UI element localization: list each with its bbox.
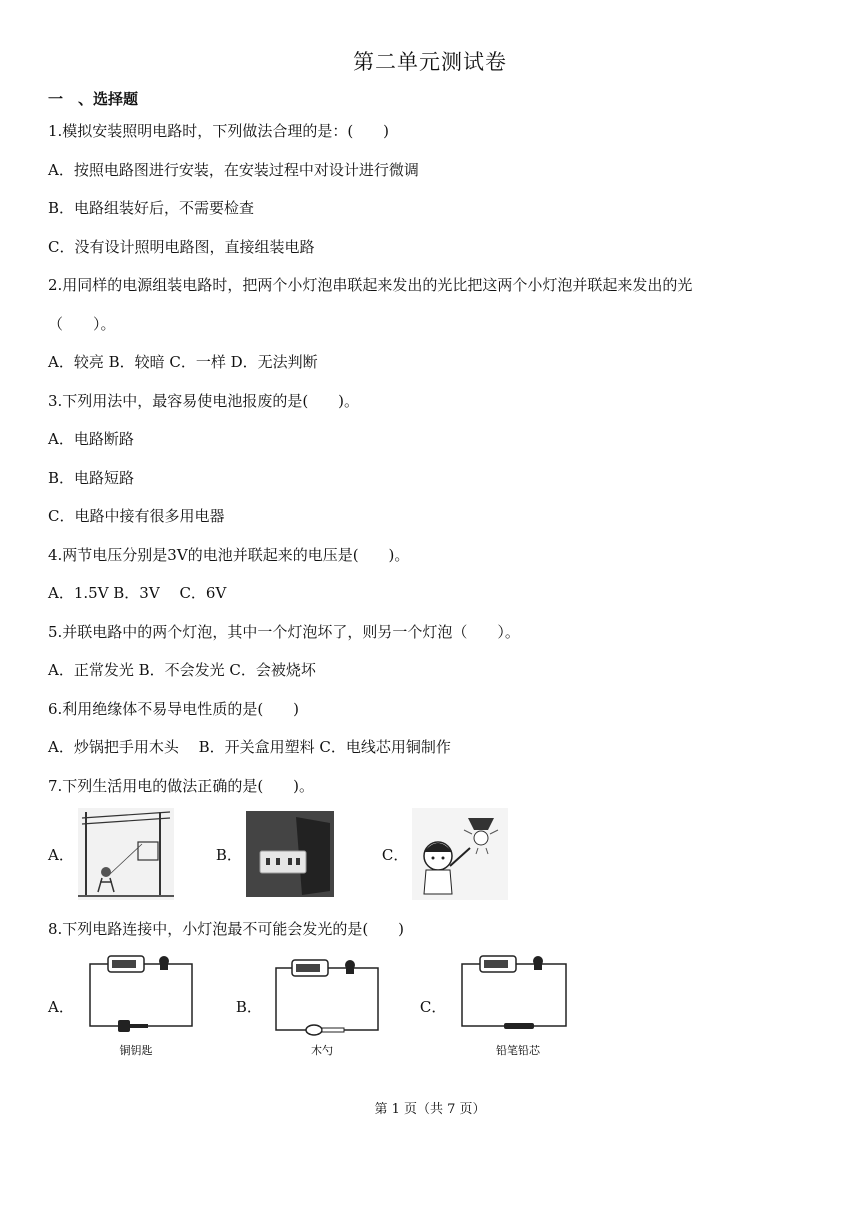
q1-option-c: C．没有设计照明电路图，直接组装电路: [48, 238, 315, 256]
q5-options: A．正常发光 B．不会发光 C．会被烧坏: [48, 661, 316, 679]
q1-text: 1.模拟安装照明电路时，下列做法合理的是：( ): [48, 122, 390, 140]
q1-option-b: B．电路组装好后，不需要检查: [48, 199, 255, 217]
circuit-copper-key: [82, 950, 200, 1062]
q2-options: A．较亮 B．较暗 C．一样 D．无法判断: [48, 353, 318, 371]
q3-option-b: B．电路短路: [48, 469, 135, 487]
q3-text: 3.下列用法中，最容易使电池报废的是( )。: [48, 392, 360, 410]
q4-options: A．1.5V B．3V C．6V: [48, 584, 227, 602]
q6-text: 6.利用绝缘体不易导电性质的是( ): [48, 700, 300, 718]
boy-touching-bulb-picture: [412, 808, 508, 900]
q8-options-row: [48, 950, 574, 1062]
q8-caption-a: 铜钥匙: [119, 1044, 153, 1057]
q6-options: A．炒锅把手用木头 B．开关盒用塑料 C．电线芯用铜制作: [48, 738, 451, 756]
q8-text: 8.下列电路连接中，小灯泡最不可能会发光的是( ): [48, 920, 405, 938]
page-title: 第二单元测试卷: [353, 50, 507, 74]
section-heading: 一 、选择题: [48, 90, 139, 108]
q7-option-a-label: A．: [48, 845, 74, 864]
q7-option-b-label: B．: [215, 845, 242, 864]
kite-power-line-picture: [78, 808, 174, 900]
q3-option-c: C．电路中接有很多用电器: [48, 507, 225, 525]
q5-text: 5.并联电路中的两个灯泡，其中一个灯泡坏了，则另一个灯泡（ ）。: [48, 623, 520, 641]
q8-option-b-label: B．: [235, 997, 262, 1016]
q8-option-a-label: A．: [48, 997, 74, 1016]
q2-text-cont: （ ）。: [48, 315, 116, 333]
page-footer: 第 1 页（共 7 页）: [374, 1102, 486, 1117]
q7-text: 7.下列生活用电的做法正确的是( )。: [48, 777, 315, 795]
q7-options-row: [48, 808, 508, 900]
circuit-wooden-spoon: [268, 950, 386, 1062]
circuit-pencil-lead: [454, 950, 574, 1062]
q8-option-c-label: C．: [419, 997, 447, 1016]
q1-option-a: A．按照电路图进行安装，在安装过程中对设计进行微调: [48, 161, 419, 179]
q4-text: 4.两节电压分别是3V的电池并联起来的电压是( )。: [48, 546, 410, 564]
q3-option-a: A．电路断路: [48, 430, 134, 448]
q2-text: 2.用同样的电源组装电路时，把两个小灯泡串联起来发出的光比把这两个小灯泡并联起来发出的光: [48, 276, 693, 294]
q8-caption-c: 铅笔铅芯: [496, 1044, 541, 1057]
power-strip-picture: [246, 811, 334, 897]
q7-option-c-label: C．: [381, 845, 409, 864]
q8-caption-b: 木勺: [310, 1044, 333, 1057]
